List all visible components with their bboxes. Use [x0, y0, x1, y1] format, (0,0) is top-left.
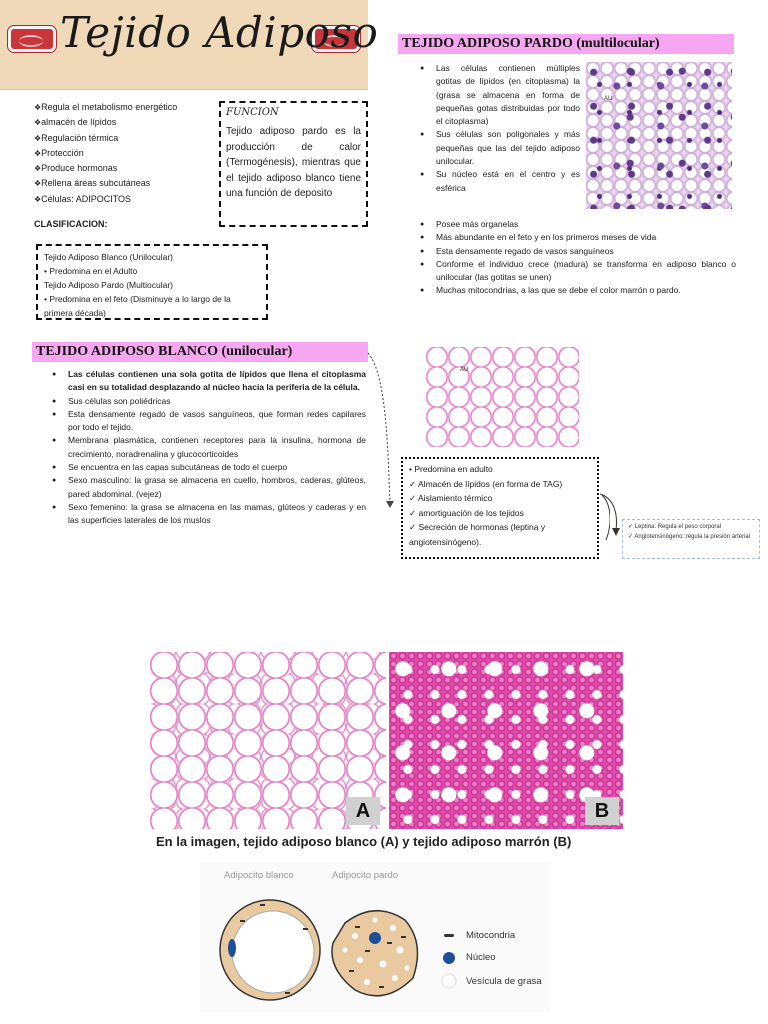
clasificacion-line: Tejido Adiposo Pardo (Multiocular) — [44, 280, 173, 290]
adulto-line: ✓ Almacén de lípidos (en forma de TAG) — [409, 478, 563, 489]
list-item: ❖ Produce hormonas — [34, 161, 224, 176]
pardo-micrograph — [586, 62, 732, 209]
figure-caption: En la imagen, tejido adiposo blanco (A) y tejido adiposo marrón (B) — [156, 834, 572, 849]
list-item: ● Muchas mitocondrias, a las que se debe el color marrón o pardo. — [418, 284, 736, 297]
list-item: ❖ Protección — [34, 146, 224, 161]
mitochondria-icon — [444, 934, 454, 937]
adulto-line: ✓ Aislamiento térmico — [409, 493, 493, 503]
micrograph-label: AU — [604, 96, 613, 102]
pardo-list-wide — [418, 218, 736, 298]
legend-nucleo: Núcleo — [466, 952, 496, 963]
white-nucleus — [228, 939, 236, 957]
clasificacion-line: • Predomina en el feto (Disminuye a lo largo de la primera década) — [44, 294, 231, 318]
list-item: ● Su núcleo está en el centro y es esférica — [418, 168, 580, 195]
clasificacion-line: Tejido Adiposo Blanco (Unilocular) — [44, 252, 173, 262]
adulto-box — [401, 457, 599, 559]
nucleus-icon — [443, 952, 455, 964]
list-item: ● Esta densamente regado de vasos sanguíneos, que forman redes capilares por todo el tejido. — [50, 408, 366, 435]
dotted-arrow — [368, 353, 390, 503]
clasificacion-box — [36, 244, 268, 320]
label-adipocito-blanco: Adipocito blanco — [224, 870, 294, 881]
white-fat-vesicle — [232, 911, 314, 993]
micrograph-label: AU — [460, 367, 469, 373]
brown-nucleus — [369, 932, 381, 944]
adulto-line: • Predomina en adulto — [409, 464, 493, 474]
page-title: Tejido Adiposo — [60, 8, 379, 57]
hormona-line: ✓ Angiotensinógeno: regula la presión arterial — [628, 533, 751, 540]
legend-mitocondria: Mitocondria — [466, 930, 516, 941]
pardo-list-narrow — [418, 62, 580, 195]
clasificacion-line: • Predomina en el Adulto — [44, 266, 138, 276]
list-item: ● Se encuentra en las capas subcutáneas de todo el cuerpo — [50, 461, 366, 474]
list-item: ● Sus células son poligonales y más pequeñas que las del tejido adiposo unilocular. — [418, 128, 580, 168]
list-item: ● Sexo femenino: la grasa se almacena en las mamas, glúteos y caderas y en las superficies laterales de los muslos — [50, 501, 366, 528]
list-item: ❖ Rellena áreas subcutáneas — [34, 176, 224, 191]
label-adipocito-pardo: Adipocito pardo — [332, 870, 399, 881]
list-item: ❖ Regula el metabolismo energético — [34, 100, 224, 115]
panel-label-b: B — [585, 797, 619, 825]
list-item: ● Las células contienen una sola gotita de lípidos que llena el citoplasma casi en su totalidad desplazando al núcleo hacia la periferia de la célula. — [50, 368, 366, 395]
hormona-line: ✓ Leptina: Regula el peso corporal — [628, 524, 722, 530]
list-item: ● Conforme el individuo crece (madura) se transforma en adiposo blanco o unilocular (las gotitas se unen) — [418, 258, 736, 285]
list-item: ● Las células contienen múltiples gotitas de lípidos (en citoplasma) la (grasa se almacena en forma de pequeñas gotas distribuidas por todo el citoplasma) — [418, 62, 580, 128]
list-item: ● Membrana plasmática, contienen receptores para la insulina, hormona de crecimiento, noradrenalina y glucocorticoides — [50, 434, 366, 461]
panel-label-a: A — [346, 797, 380, 825]
general-list — [34, 100, 224, 207]
list-item: ● Posee más organelas — [418, 218, 736, 231]
list-item: ❖ Células: ADIPOCITOS — [34, 192, 224, 207]
adulto-line: ✓ Secreción de hormonas (leptina y angiotensinógeno). — [409, 522, 546, 547]
list-item: ● Sus células son poliédricas — [50, 395, 366, 408]
arrow-head — [386, 501, 394, 508]
micrograph-b — [389, 652, 623, 829]
hormonas-note — [622, 519, 760, 559]
meat-icon-left — [8, 26, 56, 52]
micrograph-a — [150, 652, 386, 829]
list-item: ❖ Regulación térmica — [34, 131, 224, 146]
list-item: ❖ almacén de lípidos — [34, 115, 224, 130]
blanco-heading: TEJIDO ADIPOSO BLANCO (unilocular) — [32, 342, 368, 362]
legend-vesicula: Vesícula de grasa — [466, 976, 542, 987]
funcion-text: Tejido adiposo pardo es la producción de calor (Termogénesis), mientras que el tejido adiposo blanco tiene una función de deposito — [226, 126, 361, 199]
clasificacion-title: CLASIFICACION: — [34, 219, 108, 229]
brown-adipocyte-membrane — [332, 911, 418, 996]
pardo-heading: TEJIDO ADIPOSO PARDO (multilocular) — [398, 34, 734, 54]
funcion-title: FUNCION — [226, 107, 279, 118]
blanco-list — [50, 368, 366, 528]
list-item: ● Esta densamente regado de vasos sanguíneos — [418, 245, 736, 258]
list-item: ● Más abundante en el feto y en los primeros meses de vida — [418, 231, 736, 244]
adulto-line: ✓ amortiguación de los tejidos — [409, 507, 524, 518]
list-item: ● Sexo masculino: la grasa se almacena en cuello, hombros, caderas, glúteos, pared abdominal. (vejez) — [50, 474, 366, 501]
fat-vesicle-icon — [442, 974, 456, 988]
funcion-box — [219, 101, 368, 227]
